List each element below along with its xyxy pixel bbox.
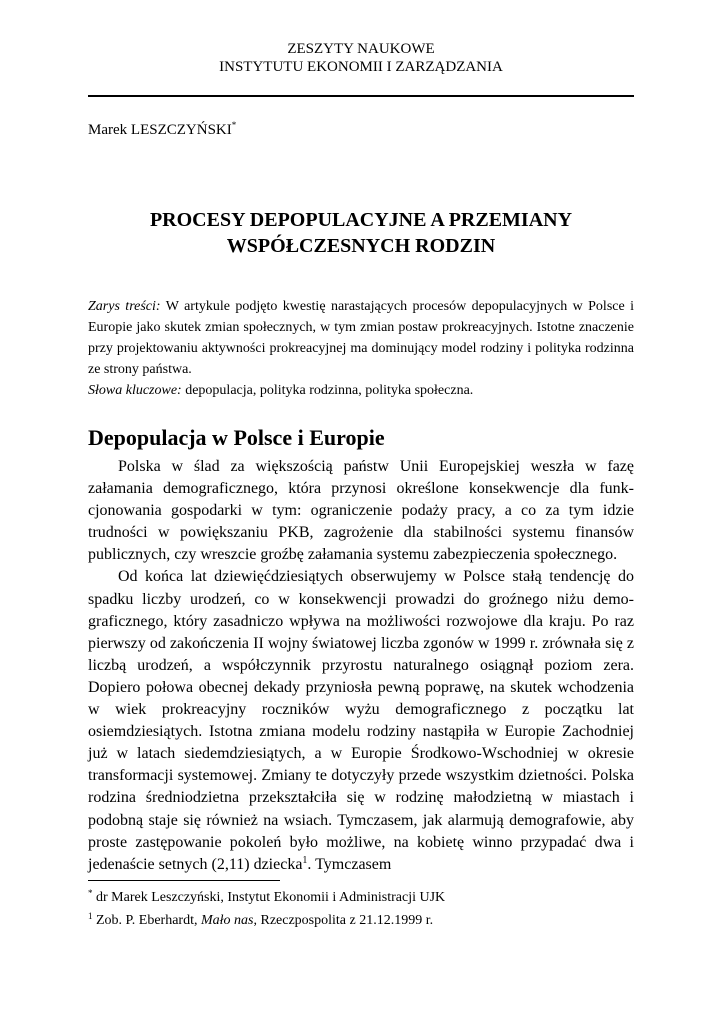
abstract-paragraph <box>88 296 634 380</box>
footnote-text: dr Marek Leszczyński, Instytut Ekonomii i Administracji UJK <box>92 890 446 905</box>
footnote-text-before: Zob. P. Eberhardt, <box>92 913 201 928</box>
article-title-line1: PROCESY DEPOPULACYJNE A PRZEMIANY <box>149 209 573 231</box>
author-last-name: LESZCZYŃSKI <box>130 122 232 138</box>
footnotes <box>88 884 634 930</box>
article-title <box>88 207 634 259</box>
journal-title-line2: INSTYTUTU EKONOMII I ZARZĄDZANIA <box>219 59 503 75</box>
footnote-1 <box>88 907 634 930</box>
section-heading: Depopulacja w Polsce i Europie <box>88 425 385 450</box>
body-paragraph-2 <box>88 566 634 875</box>
abstract-text: W artykule podjęto kwestię narastających procesów depopulacyjnych w Polsce i Europie jako skutek zmian społecznych, w tym zmian postaw prokreacyjnych. Istotne znaczenie przy projektowaniu aktywności prokreacyjnej ma dominujący model rodziny i polityka rodzinna ze strony państwa. <box>88 299 634 377</box>
keywords-paragraph <box>88 380 634 401</box>
footnote-text-after: , Rzeczpospolita z 21.12.1999 r. <box>253 913 434 928</box>
author-line <box>88 120 236 139</box>
author-footnote-marker: * <box>231 120 237 130</box>
body-paragraph-2-end: . Tymczasem <box>307 855 392 873</box>
footnote-marker: * <box>88 888 93 898</box>
footnote-author <box>88 884 634 907</box>
header-divider <box>88 95 634 97</box>
section-body <box>88 456 634 876</box>
keywords-text: depopulacja, polityka rodzinna, polityka społeczna. <box>181 383 474 398</box>
journal-title-line1: ZESZYTY NAUKOWE <box>287 41 435 57</box>
abstract-label: Zarys treści: <box>88 299 161 314</box>
footnote-reference: 1 <box>302 854 308 866</box>
keywords-label: Słowa kluczowe: <box>88 383 182 398</box>
body-paragraph-2-text: Od końca lat dziewięćdziesiątych obserwujemy w Polsce stałą tendencję do spadku liczby urodzeń, co w konsekwencji prowadzi do groźnego niżu demograficznego, który zasadniczo wpływa na możliwości rozwojowe dla kraju. Po raz pierwszy od zakończenia II wojny światowej liczba zgonów w 1999 r. zrównała się z liczbą urodzeń, a współczynnik przyrostu naturalnego osiągnął poziom zera. Dopiero połowa obecnej dekady przyniosła pewną poprawę, na skutek wchodzenia w wiek prokreacyjny roczników wyżu demograficznego z początku lat osiemdziesiątych. Istotna zmiana modelu rodziny nastąpiła w Europie Zachodniej już w latach siedemdziesiątych, a w Europie Środkowo-Wschodniej w okresie transformacji systemowej. Zmiany te dotyczyły przede wszystkim dzietności. Polska rodzina średniodzietna przekształciła się w rodzinę małodzietną w miastach i podobną staje się również na wsiach. Tymczasem, jak alarmują demografowie, aby proste zastępowanie pokoleń było możliwe, na kobietę winno przypadać dwa i jedenaście setnych (2,11) dziecka <box>88 568 634 873</box>
footnote-italic-title: Mało nas <box>200 913 254 928</box>
body-paragraph-1: Polska w ślad za większością państw Unii Europejskiej weszła w fazę załamania demograficznego, która przynosi określone konsekwencje dla funkcjonowania gospodarki w tym: ograniczenie podaży pracy, a co za tym idzie trudności w powiększaniu PKB, zagrożenie dla stabilności systemu finansów publicznych, czy wreszcie groźbę załamania systemu zabezpieczenia społecznego. <box>88 458 634 564</box>
journal-header <box>88 40 634 76</box>
footnote-divider <box>88 880 280 881</box>
abstract <box>88 296 634 401</box>
article-title-line2: WSPÓŁCZESNYCH RODZIN <box>226 235 496 257</box>
author-first-name: Marek <box>88 122 128 138</box>
footnote-marker: 1 <box>88 911 93 921</box>
